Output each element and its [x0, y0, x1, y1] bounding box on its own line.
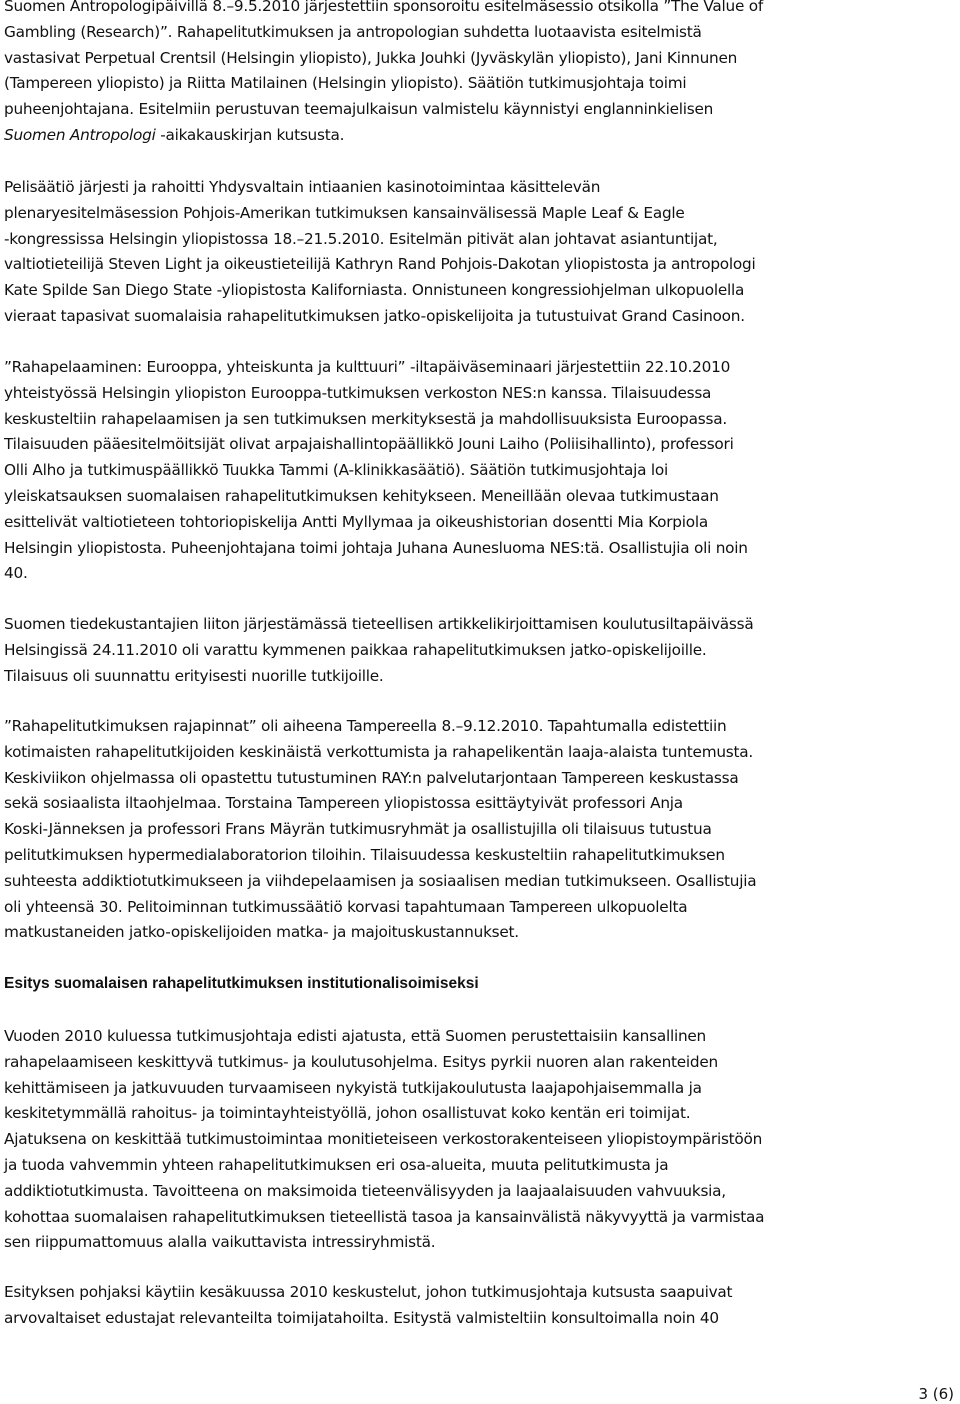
page-number: 3 (6) [918, 1385, 954, 1403]
text-line: kohottaa suomalaisen rahapelitutkimuksen tieteellistä tasoa ja kansainvälistä näkyvyyttä ja varmistaa [4, 1207, 765, 1226]
text-line: Esityksen pohjaksi käytiin kesäkuussa 2010 keskustelut, johon tutkimusjohtaja kutsusta saapuivat [4, 1283, 733, 1301]
text-line: arvovaltaiset edustajat relevanteilta toimijatahoilta. Esitystä valmisteltiin konsultoimalla noin 40 [4, 1308, 719, 1327]
text-line: -kongressissa Helsingin yliopistossa 18.–21.5.2010. Esitelmän pitivät alan johtavat asiantuntijat, [4, 229, 718, 248]
text-line: yleiskatsauksen suomalaisen rahapelitutkimuksen kehitykseen. Meneillään olevaa tutkimustaan [4, 486, 719, 505]
text-line: kotimaisten rahapelitutkijoiden keskinäistä verkottumista ja rahapelikentän laaja-alaista tuntemusta. [4, 742, 753, 761]
paragraph-research-program [4, 1024, 764, 1256]
text-line: Ajatuksena on keskittää tutkimustoimintaa monitieteiseen verkostorakenteiseen yliopistoympäristöön [4, 1130, 763, 1149]
text-line: Tilaisuuden pääesitelmöitsijät olivat arpajaishallintopäällikkö Jouni Laiho (Poliisihallinto), professori [4, 435, 734, 454]
text-line: addiktiotutkimusta. Tavoitteena on maksimoida tieteenvälisyyden ja laajaalaisuuden vahvuuksia, [4, 1181, 726, 1200]
text-line: kehittämiseen ja jatkuvuuden turvaamiseen nykyistä tutkijakoulutusta laajapohjaisemmalla ja [4, 1078, 702, 1097]
text-line: yhteistyössä Helsingin yliopiston Eurooppa-tutkimuksen verkoston NES:n kanssa. Tilaisuudessa [4, 383, 712, 402]
text-line: Suomen Antropologi -aikakauskirjan kutsusta. [4, 125, 345, 144]
text-line: sekä sosiaalista iltaohjelmaa. Torstaina Tampereen yliopistossa esittäytyivät professori Anja [4, 794, 683, 813]
paragraph-seminar-europe [4, 355, 748, 587]
text-line: ”Rahapelitutkimuksen rajapinnat” oli aiheena Tampereella 8.–9.12.2010. Tapahtumalla edistettiin [4, 717, 727, 735]
text-line: Vuoden 2010 kuluessa tutkimusjohtaja edisti ajatusta, että Suomen perustettaisiin kansallinen [4, 1027, 707, 1045]
text-line: Olli Alho ja tutkimuspäällikkö Tuukka Tammi (A-klinikkasäätiö). Säätiön tutkimusjohtaja loi [4, 461, 668, 480]
paragraph-proposal-basis [4, 1280, 732, 1332]
paragraph-tampere-event [4, 714, 756, 946]
section-heading: Esitys suomalaisen rahapelitutkimuksen institutionalisoimiseksi [4, 975, 479, 992]
text-line: Helsingin yliopistosta. Puheenjohtajana toimi johtaja Juhana Aunesluoma NES:tä. Osallistujia oli noin [4, 538, 748, 557]
text-line: keskusteltiin rahapelaamisen ja sen tutkimuksen merkityksestä ja mahdollisuuksista Euroopassa. [4, 409, 727, 428]
text-line: Keskiviikon ohjelmassa oli opastettu tutustuminen RAY:n palvelutarjontaan Tampereen keskustassa [4, 768, 739, 787]
text-line: ”Rahapelaaminen: Eurooppa, yhteiskunta ja kulttuuri” -iltapäiväseminaari järjestettiin 22.10.2010 [4, 358, 731, 376]
text-line: keskitetymmällä rahoitus- ja toimintayhteistyöllä, johon osallistuvat koko kentän eri toimijat. [4, 1104, 691, 1123]
text-line: suhteesta addiktiotutkimukseen ja viihdepelaamisen ja sosiaalisen median tutkimukseen. Osallistujia [4, 871, 757, 890]
text-line: Tilaisuus oli suunnattu erityisesti nuorille tutkijoille. [4, 666, 384, 685]
text-line: Kate Spilde San Diego State -yliopistosta Kaliforniasta. Onnistuneen kongressiohjelman ulkopuolella [4, 281, 745, 300]
text-line: (Tampereen yliopisto) ja Riitta Matilainen (Helsingin yliopisto). Säätiön tutkimusjohtaja toimi [4, 74, 687, 93]
text-line: Pelisäätiö järjesti ja rahoitti Yhdysvaltain intiaanien kasinotoimintaa käsittelevän [4, 178, 601, 196]
text-line: oli yhteensä 30. Pelitoiminnan tutkimussäätiö korvasi tapahtumaan Tampereen ulkopuolelta [4, 897, 688, 916]
text-line: Koski-Jänneksen ja professori Frans Mäyrän tutkimusryhmät ja osallistujilla oli tilaisuus tutustua [4, 820, 712, 839]
paragraph-antropologipaivat [4, 0, 763, 149]
text-line: valtiotieteilijä Steven Light ja oikeustieteilijä Kathryn Rand Pohjois-Dakotan yliopistosta ja antropologi [4, 255, 756, 274]
text-line: esittelivät valtiotieteen tohtoriopiskelija Antti Myllymaa ja oikeushistorian dosentti Mia Korpiola [4, 512, 708, 531]
text-line: matkustaneiden jatko-opiskelijoiden matka- ja majoituskustannukset. [4, 923, 519, 942]
paragraph-writing-training [4, 612, 753, 689]
paragraph-maple-leaf-eagle [4, 175, 755, 330]
text-line: plenaryesitelmäsession Pohjois-Amerikan tutkimuksen kansainvälisessä Maple Leaf & Eagle [4, 203, 685, 222]
text-line: rahapelaamiseen keskittyvä tutkimus- ja koulutusohjelma. Esitys pyrkii nuoren alan rakenteiden [4, 1052, 718, 1071]
text-line: puheenjohtajana. Esitelmiin perustuvan teemajulkaisun valmistelu käynnistyi englanninkielisen [4, 100, 714, 119]
italic-title: Suomen Antropologi [4, 125, 156, 144]
text-line: sen riippumattomuus alalla vaikuttavista intressiryhmistä. [4, 1233, 436, 1252]
text-line: 40. [4, 564, 28, 583]
text-line: Gambling (Research)”. Rahapelitutkimuksen ja antropologian suhdetta luotaavista esitelmistä [4, 22, 702, 41]
text-line: pelitutkimuksen hypermedialaboratorion tiloihin. Tilaisuudessa keskusteltiin rahapelitutkimuksen [4, 845, 725, 864]
text-line: ja tuoda vahvemmin yhteen rahapelitutkimuksen eri osa-alueita, muuta pelitutkimusta ja [4, 1155, 669, 1174]
text-line: Suomen Antropologipäivillä 8.–9.5.2010 järjestettiin sponsoroitu esitelmäsessio otsikolla ”The Value of [4, 0, 763, 15]
text-line: vastasivat Perpetual Crentsil (Helsingin yliopisto), Jukka Jouhki (Jyväskylän yliopisto), Jani Kinnunen [4, 48, 738, 67]
text-line: Suomen tiedekustantajien liiton järjestämässä tieteellisen artikkelikirjoittamisen koulutusiltapäivässä [4, 615, 754, 633]
text-line: vieraat tapasivat suomalaisia rahapelitutkimuksen jatko-opiskelijoita ja tutustuivat Grand Casinoon. [4, 306, 745, 325]
text-line: Helsingissä 24.11.2010 oli varattu kymmenen paikkaa rahapelitutkimuksen jatko-opiskelijoille. [4, 640, 707, 659]
